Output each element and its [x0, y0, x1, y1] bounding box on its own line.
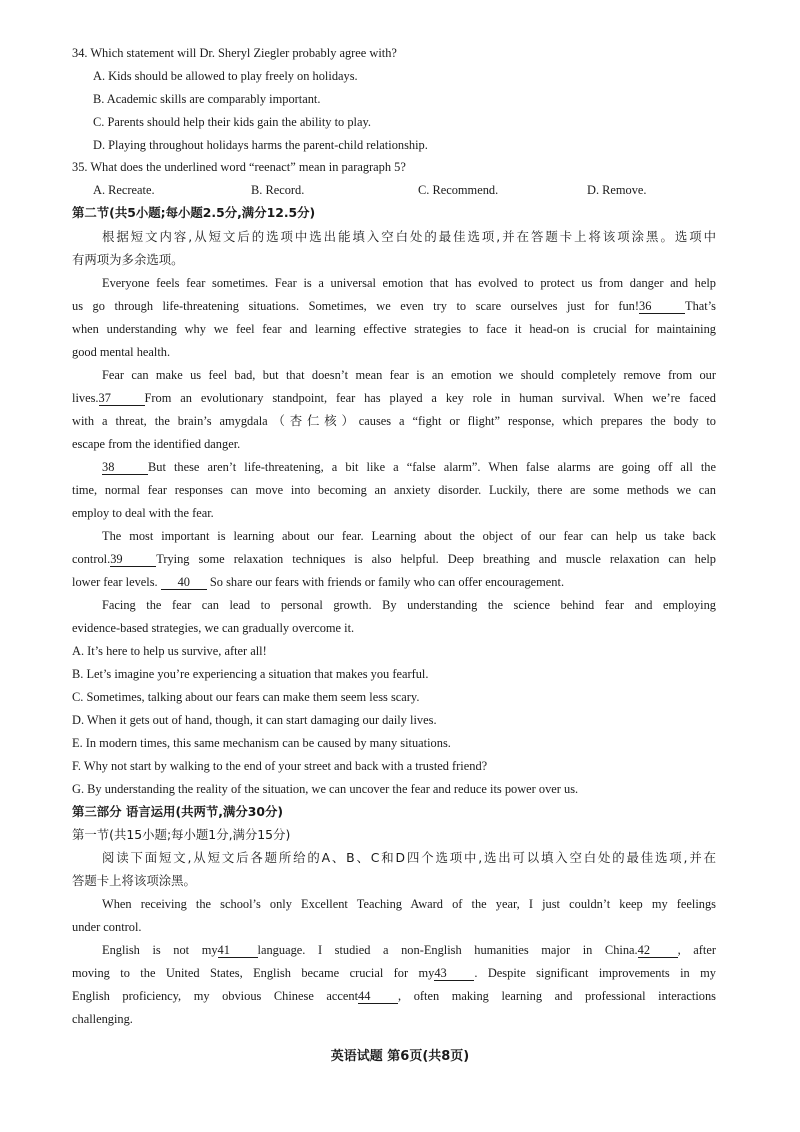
cloze-p2-line-3-head: English proficiency, my obvious Chinese accent	[72, 989, 359, 1003]
passage-p4-line-3	[72, 574, 716, 590]
passage-p3-line-3: employ to deal with the fear.	[72, 506, 214, 520]
passage-p2-line-2-head: lives.	[72, 391, 99, 405]
choice-b: B. Let’s imagine you’re experiencing a situation that makes you fearful.	[72, 667, 429, 681]
passage-p4-line-1: The most important is learning about our fear. Learning about the object of our fear can help us take back	[102, 529, 716, 543]
question-35-options	[93, 182, 716, 198]
passage-p1-line-3: when understanding why we feel fear and learning effective strategies to face it head-on is crucial for maintaining	[72, 322, 716, 336]
passage-p2-line-2	[72, 390, 716, 406]
question-34-option-d: D. Playing throughout holidays harms the parent-child relationship.	[93, 138, 428, 152]
blank-41: 41	[218, 944, 258, 958]
cloze-p2-line-3	[72, 988, 716, 1004]
part-3-instruction-line-2: 答题卡上将该项涂黑。	[72, 873, 196, 888]
question-35-option-a: A. Recreate.	[93, 183, 155, 197]
passage-p5-line-1: Facing the fear can lead to personal growth. By understanding the science behind fear and employing	[102, 598, 716, 612]
cloze-p2-line-1-mid: language. I studied a non-English humanities major in China.	[257, 943, 638, 957]
cloze-p2-line-3-tail: , often making learning and professional interactions	[398, 989, 716, 1003]
question-34-stem: 34. Which statement will Dr. Sheryl Ziegler probably agree with?	[72, 46, 397, 60]
blank-37: 37	[99, 392, 145, 406]
question-35-option-b: B. Record.	[251, 183, 305, 197]
passage-p4-line-2	[72, 551, 716, 567]
question-34-option-b: B. Academic skills are comparably important.	[93, 92, 321, 106]
blank-42: 42	[638, 944, 678, 958]
blank-43: 43	[434, 967, 474, 981]
cloze-p2-line-1	[102, 942, 716, 958]
cloze-p2-line-1-head: English is not my	[102, 943, 218, 957]
question-34-option-a: A. Kids should be allowed to play freely on holidays.	[93, 69, 358, 83]
passage-p1-line-1: Everyone feels fear sometimes. Fear is a universal emotion that has evolved to protect us from danger and help	[102, 276, 716, 290]
passage-p2-line-2-text: From an evolutionary standpoint, fear has played a key role in human survival. When we’re faced	[144, 391, 716, 405]
cloze-p2-line-1-tail: , after	[677, 943, 716, 957]
cloze-p2-line-4: challenging.	[72, 1012, 133, 1026]
choice-d: D. When it gets out of hand, though, it can start damaging our daily lives.	[72, 713, 437, 727]
passage-p1-line-2	[72, 298, 716, 314]
blank-39: 39	[110, 553, 156, 567]
passage-p2-line-1: Fear can make us feel bad, but that doesn’t mean fear is an emotion we should completely remove from our	[102, 368, 716, 382]
part-3-section-1-heading: 第一节(共15小题;每小题1分,满分15分)	[72, 827, 291, 842]
part-3-instruction-line-1: 阅读下面短文,从短文后各题所给的A、B、C和D四个选项中,选出可以填入空白处的最佳选项,并在	[102, 850, 716, 865]
question-35-stem: 35. What does the underlined word “reenact” mean in paragraph 5?	[72, 160, 406, 174]
question-35-option-c: C. Recommend.	[418, 183, 499, 197]
section-2-instruction-line-2: 有两项为多余选项。	[72, 252, 184, 267]
choice-f: F. Why not start by walking to the end of your street and back with a trusted friend?	[72, 759, 488, 773]
page-footer: 英语试题 第6页(共8页)	[330, 1049, 470, 1064]
passage-p4-line-3-head: lower fear levels.	[72, 575, 158, 589]
choice-a: A. It’s here to help us survive, after all!	[72, 644, 267, 658]
passage-p5-line-2: evidence-based strategies, we can gradually overcome it.	[72, 621, 355, 635]
cloze-p2-line-2-head: moving to the United States, English became crucial for my	[72, 966, 435, 980]
passage-p3-line-1-text: But these aren’t life-threatening, a bit like a “false alarm”. When false alarms are going off all the	[148, 460, 716, 474]
question-35-option-d: D. Remove.	[587, 183, 647, 197]
passage-p4-line-2-text: Trying some relaxation techniques is also helpful. Deep breathing and muscle relaxation can help	[156, 552, 716, 566]
blank-40: 40	[161, 576, 207, 590]
cloze-p1-line-2: under control.	[72, 920, 142, 934]
question-34-option-c: C. Parents should help their kids gain the ability to play.	[93, 115, 371, 129]
blank-36: 36	[639, 300, 685, 314]
passage-p2-line-4: escape from the identified danger.	[72, 437, 241, 451]
passage-p1-line-4: good mental health.	[72, 345, 171, 359]
choice-g: G. By understanding the reality of the situation, we can uncover the fear and reduce its power over us.	[72, 782, 579, 796]
choice-c: C. Sometimes, talking about our fears can make them seem less scary.	[72, 690, 420, 704]
passage-p1-line-2-text: us go through life-threatening situations. Sometimes, we even try to scare ourselves just for fun!	[72, 299, 640, 313]
blank-44: 44	[358, 990, 398, 1004]
cloze-p1-line-1: When receiving the school’s only Excellent Teaching Award of the year, I just couldn’t keep my feelings	[102, 897, 716, 911]
cloze-p2-line-2-tail: . Despite significant improvements in my	[474, 966, 716, 980]
passage-p3-line-2: time, normal fear responses can move into becoming an anxiety disorder. Luckily, there are some methods we can	[72, 483, 716, 497]
passage-p4-line-3-text: So share our fears with friends or family who can offer encouragement.	[209, 575, 565, 589]
passage-p1-line-2-tail: That’s	[685, 299, 716, 313]
passage-p2-line-3: with a threat, the brain’s amygdala（杏仁核）causes a “fight or flight” response, which prepares the body to	[72, 414, 716, 428]
blank-38: 38	[102, 461, 148, 475]
section-2-instruction-line-1: 根据短文内容,从短文后的选项中选出能填入空白处的最佳选项,并在答题卡上将该项涂黑。选项中	[102, 229, 716, 244]
passage-p3-line-1	[102, 459, 716, 475]
choice-e: E. In modern times, this same mechanism can be caused by many situations.	[72, 736, 451, 750]
part-3-heading: 第三部分 语言运用(共两节,满分30分)	[72, 804, 284, 819]
section-2-heading: 第二节(共5小题;每小题2.5分,满分12.5分)	[72, 205, 316, 220]
passage-p4-line-2-head: control.	[72, 552, 111, 566]
cloze-p2-line-2	[72, 965, 716, 981]
